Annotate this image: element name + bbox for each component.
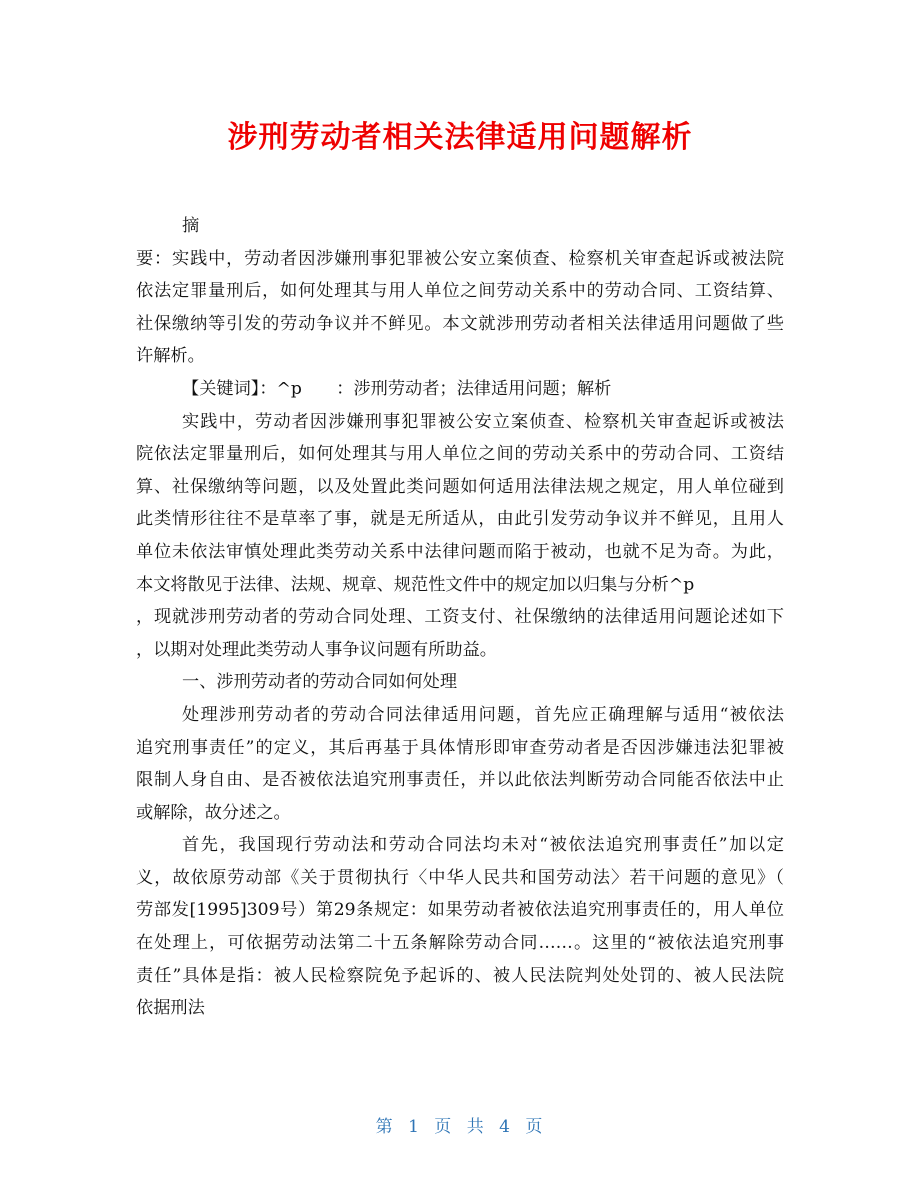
text-line: 社保缴纳等引发的劳动争议并不鲜见。本文就涉刑劳动者相关法律适用问题做了些 <box>136 313 784 334</box>
page-number-footer: 第 1 页 共 4 页 <box>375 1117 545 1137</box>
text-line: 要：实践中，劳动者因涉嫌刑事犯罪被公安立案侦查、检察机关审查起诉或被法院 <box>136 248 784 269</box>
text-line: 单位未依法审慎处理此类劳动关系中法律问题而陷于被动，也就不足为奇。为此， <box>136 541 784 562</box>
text-line: 院依法定罪量刑后，如何处理其与用人单位之间的劳动关系中的劳动合同、工资结 <box>136 444 784 465</box>
text-line: 【关键词】：^p ：涉刑劳动者；法律适用问题；解析 <box>182 378 612 399</box>
text-line: 许解析。 <box>136 346 205 367</box>
text-line: 或解除，故分述之。 <box>136 802 291 823</box>
text-line: 在处理上，可依据劳动法第二十五条解除劳动合同……。这里的“被依法追究刑事 <box>136 933 784 954</box>
text-line: ，现就涉刑劳动者的劳动合同处理、工资支付、社保缴纳的法律适用问题论述如下 <box>136 607 784 628</box>
text-line: 依据刑法 <box>136 998 205 1019</box>
text-line: 算、社保缴纳等问题，以及处置此类问题如何适用法律法规之规定，用人单位碰到 <box>136 476 784 497</box>
text-line: 一、涉刑劳动者的劳动合同如何处理 <box>182 672 458 693</box>
text-line: 此类情形往往不是草率了事，就是无所适从，由此引发劳动争议并不鲜见，且用人 <box>136 509 784 530</box>
text-line: 追究刑事责任”的定义，其后再基于具体情形即审查劳动者是否因涉嫌违法犯罪被 <box>136 737 784 758</box>
document-body <box>136 210 784 1025</box>
text-line: 义，故依原劳动部《关于贯彻执行〈中华人民共和国劳动法〉若干问题的意见》（ <box>136 867 784 888</box>
text-line: 实践中，劳动者因涉嫌刑事犯罪被公安立案侦查、检察机关审查起诉或被法 <box>182 411 784 432</box>
text-line: 摘 <box>182 216 200 236</box>
text-line: 限制人身自由、是否被依法追究刑事责任，并以此依法判断劳动合同能否依法中止 <box>136 770 784 791</box>
text-line: 依法定罪量刑后，如何处理其与用人单位之间劳动关系中的劳动合同、工资结算、 <box>136 281 784 302</box>
text-line: 责任”具体是指：被人民检察院免予起诉的、被人民法院判处处罚的、被人民法院 <box>136 965 784 986</box>
text-line: 首先，我国现行劳动法和劳动合同法均未对“被依法追究刑事责任”加以定 <box>182 835 784 856</box>
text-line: ，以期对处理此类劳动人事争议问题有所助益。 <box>136 639 497 660</box>
text-line: 劳部发[1995]309号）第29条规定：如果劳动者被依法追究刑事责任的，用人单位 <box>136 900 784 921</box>
text-line: 本文将散见于法律、法规、规章、规范性文件中的规定加以归集与分析^p <box>136 574 695 595</box>
text-line: 处理涉刑劳动者的劳动合同法律适用问题，首先应正确理解与适用“被依法 <box>182 704 784 725</box>
document-title: 涉刑劳动者相关法律适用问题解析 <box>227 120 693 155</box>
